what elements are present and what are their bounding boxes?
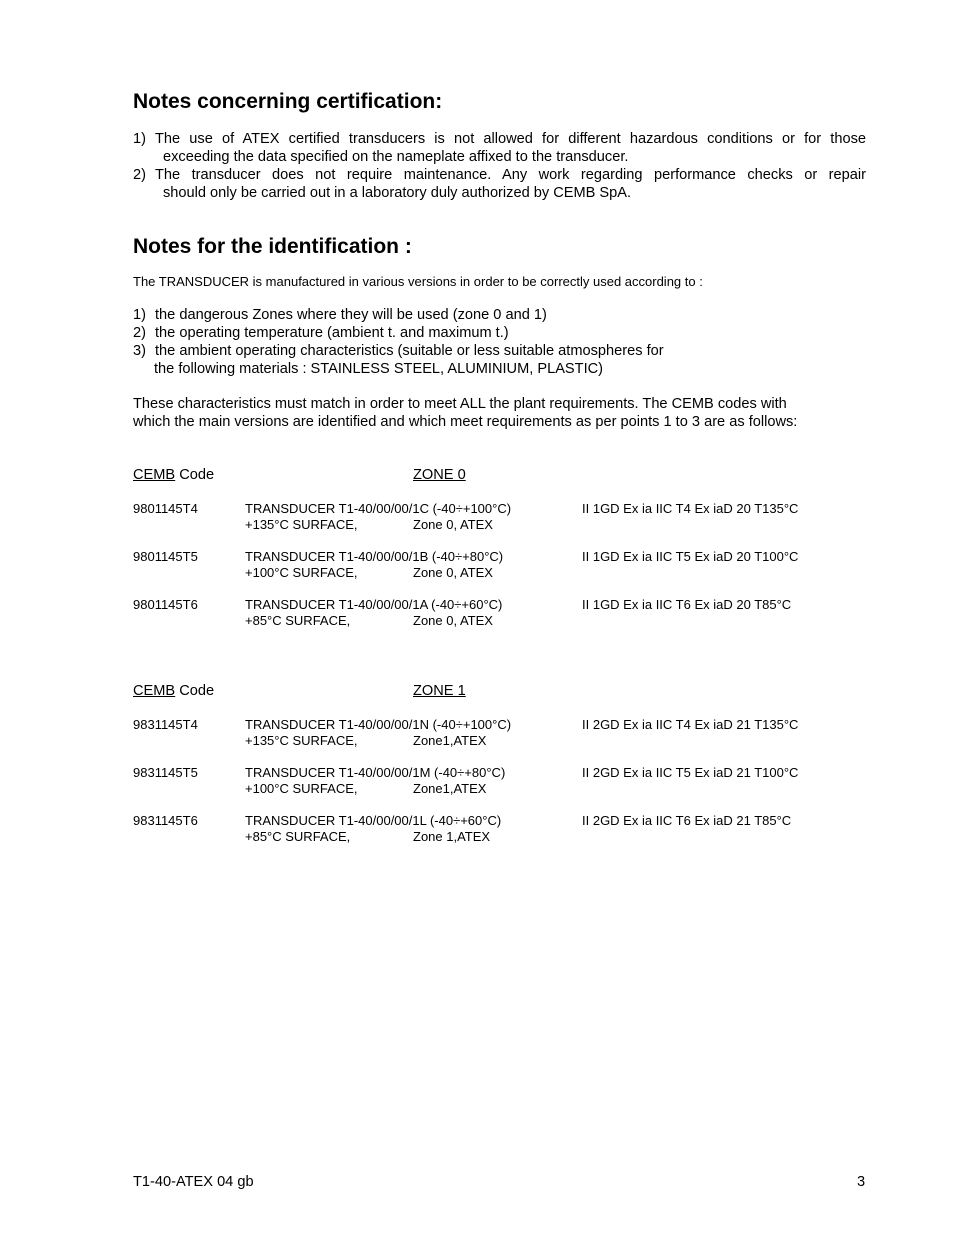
footer-page-number: 3 bbox=[857, 1174, 866, 1190]
ident-item-2-number: 2) bbox=[133, 325, 146, 341]
zone0-row-marking: II 1GD Ex ia IIC T4 Ex iaD 20 T135°C bbox=[582, 501, 799, 516]
ident-item-1-text: the dangerous Zones where they will be used (zone 0 and 1) bbox=[155, 307, 547, 323]
cert-item-2-line2: should only be carried out in a laboratory duly authorized by CEMB SpA. bbox=[163, 185, 632, 201]
zone0-code-header bbox=[133, 466, 214, 484]
ident-item-3-number: 3) bbox=[133, 343, 146, 359]
zone1-row-description: TRANSDUCER T1-40/00/00/1N (-40÷+100°C) bbox=[245, 717, 512, 732]
zone0-row-marking: II 1GD Ex ia IIC T6 Ex iaD 20 T85°C bbox=[582, 597, 792, 612]
ident-item-3 bbox=[133, 342, 664, 360]
cert-item-2-line1: The transducer does not require maintenance. Any work regarding performance checks or repair bbox=[155, 167, 866, 183]
ident-item-3-text: the ambient operating characteristics (suitable or less suitable atmospheres for bbox=[155, 343, 664, 359]
cert-item-1-number: 1) bbox=[133, 131, 146, 147]
zone0-row-zone: Zone 0, ATEX bbox=[413, 517, 493, 532]
zone1-row-marking: II 2GD Ex ia IIC T5 Ex iaD 21 T100°C bbox=[582, 765, 799, 780]
zone0-code-header-rest: Code bbox=[175, 467, 215, 483]
zone1-code-header-underlined: CEMB bbox=[133, 683, 176, 699]
zone0-row-marking: II 1GD Ex ia IIC T5 Ex iaD 20 T100°C bbox=[582, 549, 799, 564]
zone1-row-surface-temp: +100°C SURFACE, bbox=[245, 781, 358, 796]
zone0-row-description: TRANSDUCER T1-40/00/00/1B (-40÷+80°C) bbox=[245, 549, 504, 564]
zone1-row-marking: II 2GD Ex ia IIC T6 Ex iaD 21 T85°C bbox=[582, 813, 792, 828]
ident-paragraph-line1: These characteristics must match in order to meet ALL the plant requirements. The CEMB codes with bbox=[133, 396, 787, 412]
zone1-row-marking: II 2GD Ex ia IIC T4 Ex iaD 21 T135°C bbox=[582, 717, 799, 732]
zone0-row-description: TRANSDUCER T1-40/00/00/1A (-40÷+60°C) bbox=[245, 597, 503, 612]
zone0-row-code: 9801145T5 bbox=[133, 549, 198, 564]
cert-item-2 bbox=[133, 166, 866, 202]
ident-item-2 bbox=[133, 324, 509, 342]
cert-item-1-line2: exceeding the data specified on the nameplate affixed to the transducer. bbox=[163, 149, 629, 165]
zone1-row-code: 9831145T6 bbox=[133, 813, 198, 828]
zone1-row-surface-temp: +135°C SURFACE, bbox=[245, 733, 358, 748]
zone1-row-code: 9831145T4 bbox=[133, 717, 198, 732]
zone0-row-zone: Zone 0, ATEX bbox=[413, 613, 493, 628]
ident-item-1-number: 1) bbox=[133, 307, 146, 323]
footer-doc-id: T1-40-ATEX 04 gb bbox=[133, 1174, 254, 1190]
identification-heading: Notes for the identification : bbox=[133, 235, 412, 258]
zone0-row-surface-temp: +135°C SURFACE, bbox=[245, 517, 358, 532]
certification-heading: Notes concerning certification: bbox=[133, 90, 443, 113]
zone1-row-zone: Zone 1,ATEX bbox=[413, 829, 491, 844]
ident-item-3-continuation: the following materials : STAINLESS STEEL, ALUMINIUM, PLASTIC) bbox=[154, 361, 604, 377]
zone1-code-header-rest: Code bbox=[175, 683, 215, 699]
ident-paragraph-line2: which the main versions are identified and which meet requirements as per points 1 to 3 are as follows: bbox=[133, 414, 798, 430]
zone0-header: ZONE 0 bbox=[413, 467, 466, 483]
zone0-row-zone: Zone 0, ATEX bbox=[413, 565, 493, 580]
zone1-row-zone: Zone1,ATEX bbox=[413, 733, 487, 748]
ident-item-1 bbox=[133, 306, 547, 324]
cert-item-1-line1: The use of ATEX certified transducers is not allowed for different hazardous conditions or for those bbox=[155, 131, 866, 147]
zone0-row-code: 9801145T4 bbox=[133, 501, 198, 516]
cert-item-2-number: 2) bbox=[133, 167, 146, 183]
zone1-row-surface-temp: +85°C SURFACE, bbox=[245, 829, 351, 844]
cert-item-1 bbox=[133, 130, 866, 166]
zone1-code-header bbox=[133, 682, 214, 700]
zone0-row-surface-temp: +85°C SURFACE, bbox=[245, 613, 351, 628]
zone0-row-description: TRANSDUCER T1-40/00/00/1C (-40÷+100°C) bbox=[245, 501, 512, 516]
ident-intro: The TRANSDUCER is manufactured in various versions in order to be correctly used according to : bbox=[133, 274, 703, 289]
zone0-code-header-underlined: CEMB bbox=[133, 467, 176, 483]
zone1-row-description: TRANSDUCER T1-40/00/00/1L (-40÷+60°C) bbox=[245, 813, 502, 828]
zone1-row-description: TRANSDUCER T1-40/00/00/1M (-40÷+80°C) bbox=[245, 765, 506, 780]
ident-item-2-text: the operating temperature (ambient t. and maximum t.) bbox=[155, 325, 509, 341]
zone0-row-surface-temp: +100°C SURFACE, bbox=[245, 565, 358, 580]
zone1-row-code: 9831145T5 bbox=[133, 765, 198, 780]
zone1-row-zone: Zone1,ATEX bbox=[413, 781, 487, 796]
zone1-header: ZONE 1 bbox=[413, 683, 466, 699]
zone0-row-code: 9801145T6 bbox=[133, 597, 198, 612]
